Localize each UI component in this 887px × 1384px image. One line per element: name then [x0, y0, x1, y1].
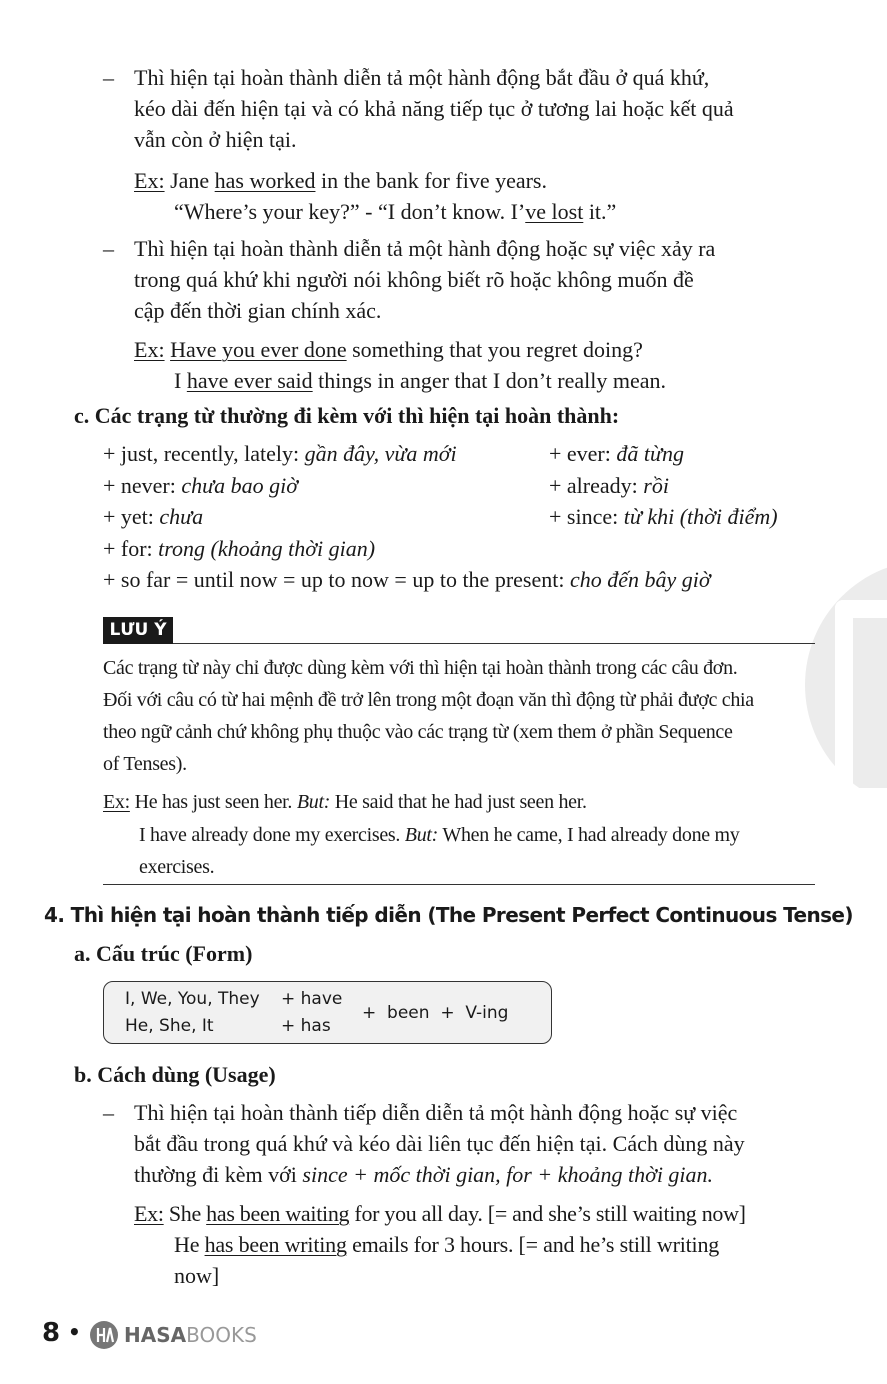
- usage-item-2: [103, 233, 823, 326]
- usage-text: thường đi kèm với: [134, 1162, 303, 1187]
- usage-item-3: [103, 1097, 823, 1190]
- note-example-2-cont: exercises.: [139, 856, 215, 878]
- note-example-1: [103, 786, 587, 818]
- section-c-heading: c. Các trạng từ thường đi kèm với thì hiện tại hoàn thành:: [74, 403, 620, 428]
- ex-label: Ex:: [134, 1201, 164, 1226]
- ex-verb: Have you ever done: [170, 337, 347, 362]
- brand-name-light: BOOKS: [186, 1323, 257, 1347]
- usage-item-1-line: kéo dài đến hiện tại và có khả năng tiếp tục ở tương lai hoặc kết quả: [134, 96, 734, 121]
- brand-name-bold: HASA: [124, 1323, 187, 1347]
- ex-verb: has worked: [214, 168, 316, 193]
- ex-text: for you all day. [= and she’s still waiting now]: [349, 1201, 746, 1226]
- note-bottom-rule: [103, 884, 815, 885]
- adverb-item: [103, 438, 457, 469]
- adverb-item: [103, 470, 298, 501]
- adverb-item: [103, 564, 711, 595]
- ex-label: Ex:: [103, 791, 130, 813]
- footer-bullet: •: [68, 1320, 81, 1344]
- note-line: theo ngữ cảnh chứ không phụ thuộc vào các trạng từ (xem them ở phần Sequence: [103, 721, 733, 743]
- note-body: [103, 652, 823, 780]
- usage-item-3-line: [134, 1159, 823, 1190]
- form-aux-has: + has: [281, 1016, 331, 1036]
- form-aux-have: + have: [281, 989, 343, 1009]
- ex-text: She: [168, 1201, 207, 1226]
- adverb-item: [549, 470, 669, 501]
- adverb-vi: từ khi (thời điểm): [623, 504, 778, 529]
- ex-text: something that you regret doing?: [346, 337, 643, 362]
- adverb-en: + never:: [103, 473, 182, 498]
- note-line: Đối với câu có từ hai mệnh đề trở lên trong một đoạn văn thì động từ phải được chia: [103, 689, 754, 711]
- example-3b: [174, 1229, 719, 1260]
- ex-text: emails for 3 hours. [= and he’s still writing: [346, 1232, 720, 1257]
- ex-text: He said that he had just seen her.: [330, 791, 587, 813]
- ex-text: When he came, I had already done my: [438, 824, 740, 846]
- watermark-logo-mark: [835, 600, 887, 806]
- note-line: of Tenses).: [103, 753, 187, 775]
- ex-text: it.”: [583, 199, 617, 224]
- adverb-vi: trong (khoảng thời gian): [158, 536, 376, 561]
- form-subject-plural: I, We, You, They: [125, 989, 260, 1009]
- adverb-item: [549, 438, 684, 469]
- adverb-vi: gần đây, vừa mới: [304, 441, 457, 466]
- form-heading: a. Cấu trúc (Form): [74, 941, 253, 966]
- ex-text: He: [174, 1232, 205, 1257]
- usage-item-2-line: cập đến thời gian chính xác.: [134, 298, 382, 323]
- brand-name: [124, 1323, 257, 1347]
- usage-heading: b. Cách dùng (Usage): [74, 1062, 276, 1087]
- usage-item-3-line: Thì hiện tại hoàn thành tiếp diễn diễn tả một hành động hoặc sự việc: [134, 1100, 738, 1125]
- section-4-heading: 4. Thì hiện tại hoàn thành tiếp diễn (The Present Perfect Continuous Tense): [44, 903, 853, 927]
- ex-text: things in anger that I don’t really mean.: [312, 368, 666, 393]
- ex-text: I: [174, 368, 187, 393]
- usage-pattern: since + mốc thời gian, for + khoảng thời gian.: [302, 1162, 714, 1187]
- usage-item-3-line: bắt đầu trong quá khứ và kéo dài liên tục đến hiện tại. Cách dùng này: [134, 1131, 745, 1156]
- ex-label: Ex:: [134, 168, 165, 193]
- adverb-en: + so far = until now = up to now = up to the present:: [103, 567, 570, 592]
- example-3b-cont: now]: [174, 1263, 220, 1288]
- ex-text: I have already done my exercises.: [139, 824, 405, 846]
- note-line: Các trạng từ này chỉ được dùng kèm với thì hiện tại hoàn thành trong các câu đơn.: [103, 657, 738, 679]
- usage-item-1-line: Thì hiện tại hoàn thành diễn tả một hành động bắt đầu ở quá khứ,: [134, 65, 710, 90]
- adverb-vi: chưa: [159, 504, 204, 529]
- ex-contrast: But:: [296, 791, 331, 813]
- adverb-en: + ever:: [549, 441, 617, 466]
- usage-item-2-line: trong quá khứ khi người nói không biết rõ hoặc không muốn đề: [134, 267, 694, 292]
- ex-text: He has just seen her.: [129, 791, 297, 813]
- dash-bullet: –: [103, 65, 114, 90]
- note-top-rule: [173, 643, 815, 644]
- ex-verb: ve lost: [525, 199, 584, 224]
- adverb-en: + already:: [549, 473, 644, 498]
- adverb-en: + since:: [549, 504, 624, 529]
- example-2a: [134, 334, 643, 365]
- dash-bullet: –: [103, 1100, 114, 1125]
- ex-text: in the bank for five years.: [315, 168, 547, 193]
- adverb-vi: chưa bao giờ: [181, 473, 298, 498]
- adverb-vi: rồi: [643, 473, 669, 498]
- adverb-vi: cho đến bây giờ: [569, 567, 711, 592]
- dash-bullet: –: [103, 236, 114, 261]
- adverb-item: [103, 533, 375, 564]
- ex-verb: have ever said: [186, 368, 313, 393]
- ex-text: “Where’s your key?” - “I don’t know. I’: [174, 199, 526, 224]
- usage-item-2-line: Thì hiện tại hoàn thành diễn tả một hành động hoặc sự việc xảy ra: [134, 236, 716, 261]
- ex-verb: has been waiting: [206, 1201, 350, 1226]
- adverb-item: [549, 501, 778, 532]
- usage-item-1: [103, 62, 823, 155]
- ex-text: Jane: [170, 168, 215, 193]
- example-3a: [134, 1198, 746, 1229]
- ex-label: Ex:: [134, 337, 165, 362]
- adverb-vi: đã từng: [616, 441, 684, 466]
- example-1a: [134, 165, 547, 196]
- ex-verb: has been writing: [204, 1232, 347, 1257]
- note-example-2: [139, 819, 740, 851]
- example-2b: [174, 365, 666, 396]
- example-1b: [174, 196, 616, 227]
- form-been-ving: + been + V-ing: [362, 1003, 509, 1023]
- hasabooks-logo-icon: [89, 1320, 119, 1350]
- page-number: 8: [42, 1318, 61, 1348]
- form-subject-singular: He, She, It: [125, 1016, 214, 1036]
- usage-item-1-line: vẫn còn ở hiện tại.: [134, 127, 297, 152]
- adverb-en: + yet:: [103, 504, 160, 529]
- adverb-en: + for:: [103, 536, 159, 561]
- adverb-en: + just, recently, lately:: [103, 441, 305, 466]
- form-structure-box: [103, 981, 552, 1044]
- note-label: LƯU Ý: [103, 617, 173, 644]
- adverb-item: [103, 501, 203, 532]
- ex-contrast: But:: [404, 824, 439, 846]
